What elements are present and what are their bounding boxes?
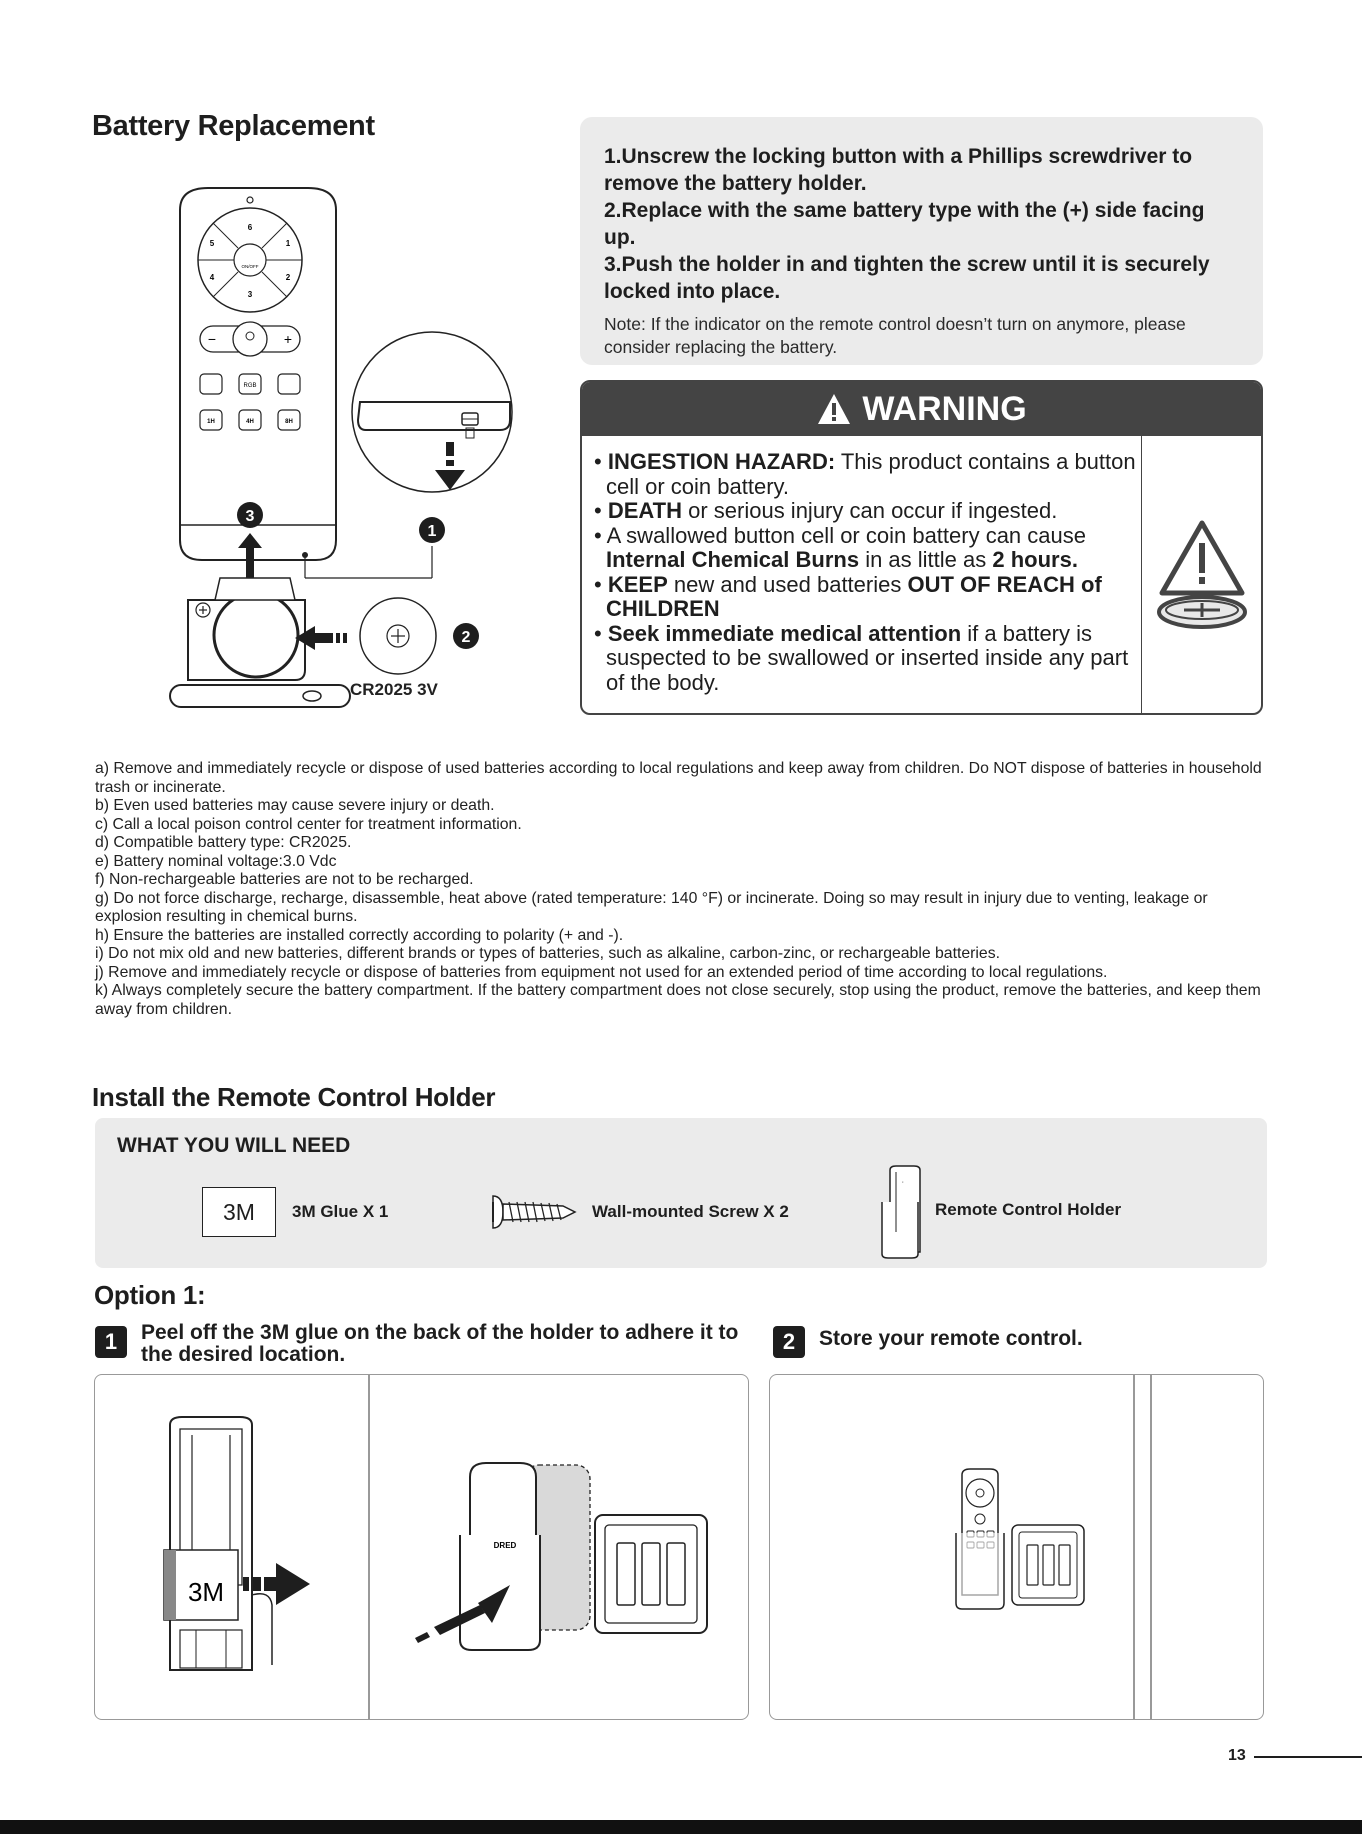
- rule-j: j) Remove and immediately recycle or dispose of batteries from equipment not used for an extended period of time according to local regulations.: [95, 963, 1108, 981]
- callout-2: 2: [461, 629, 471, 646]
- 3m-glue-label: 3M Glue X 1: [292, 1202, 389, 1221]
- remote-btn-4: 4: [209, 273, 215, 282]
- callout-1: 1: [427, 523, 437, 540]
- rule-d: d) Compatible battery type: CR2025.: [95, 834, 352, 851]
- remote-btn-rgb: RGB: [243, 383, 257, 389]
- warning-box: [580, 380, 1263, 715]
- holder-back-3m-illustration: [150, 1415, 330, 1680]
- warning-item-death: • DEATH or serious injury can occur if ingested.: [594, 498, 1058, 523]
- remote-btn-5: 5: [209, 239, 215, 248]
- svg-text:·: ·: [902, 1180, 904, 1186]
- remote-btn-6: 6: [247, 223, 253, 232]
- warning-item-seek: • Seek immediate medical attention if a battery is suspected to be swallowed or inserted inside any part of the body.: [594, 620, 1129, 695]
- screw-label: Wall-mounted Screw X 2: [592, 1202, 789, 1221]
- 3m-glue-icon: 3M: [202, 1187, 276, 1237]
- coin-battery-hazard-icon: [1156, 519, 1248, 631]
- callout-3: 3: [245, 508, 255, 525]
- warning-list: [582, 436, 1142, 713]
- step-2-illustration-panel: [769, 1374, 1264, 1720]
- remote-btn-2: 2: [285, 273, 291, 282]
- remote-btn-8h: 8H: [285, 419, 293, 425]
- remote-btn-4h: 4H: [246, 419, 254, 425]
- holder-3m-label: 3M: [187, 1577, 225, 1607]
- rule-e: e) Battery nominal voltage:3.0 Vdc: [95, 852, 337, 870]
- bottom-edge-bar: [0, 1820, 1362, 1834]
- what-you-need-box: [95, 1118, 1267, 1268]
- install-holder-title: Install the Remote Control Holder: [92, 1082, 496, 1112]
- instruction-step-2: 2.Replace with the same battery type with the (+) side facing up.: [604, 199, 1205, 249]
- remote-btn-plus: +: [283, 331, 293, 347]
- option-1-title: Option 1:: [94, 1280, 206, 1310]
- remote-btn-3: 3: [247, 290, 253, 299]
- battery-type-label: CR2025 3V: [350, 680, 438, 699]
- rule-k: k) Always completely secure the battery compartment. If the battery compartment does not close securely, stop using the product, remove the batteries, and keep them away from children.: [95, 982, 1261, 1018]
- warning-item-burns: • A swallowed button cell or coin battery can cause Internal Chemical Burns in as little as 2 hours.: [594, 522, 1086, 572]
- instruction-step-3: 3.Push the holder in and tighten the screw until it is securely locked into place.: [604, 253, 1210, 303]
- warning-header: [582, 382, 1261, 436]
- battery-instructions-box: [580, 117, 1263, 365]
- screw-icon: [489, 1192, 581, 1232]
- instruction-step-1: 1.Unscrew the locking button with a Phillips screwdriver to remove the battery holder.: [604, 145, 1193, 195]
- battery-note: Note: If the indicator on the remote control doesn’t turn on anymore, please consider replacing the battery.: [604, 314, 1186, 357]
- remote-holder-label: Remote Control Holder: [935, 1200, 1122, 1219]
- rule-a: a) Remove and immediately recycle or dispose of used batteries according to local regulations and keep away from children. Do NOT dispose of batteries in household trash or incinerate.: [95, 760, 1262, 796]
- rule-f: f) Non-rechargeable batteries are not to be recharged.: [95, 871, 474, 888]
- warning-side-panel: [1142, 436, 1261, 713]
- warning-item-keep: • KEEP new and used batteries OUT OF REACH of CHILDREN: [594, 571, 1102, 621]
- rule-b: b) Even used batteries may cause severe injury or death.: [95, 797, 495, 814]
- battery-replacement-illustration: [150, 180, 550, 725]
- battery-safety-rules: [95, 760, 1275, 1019]
- battery-replacement-title: Battery Replacement: [92, 110, 375, 142]
- rule-i: i) Do not mix old and new batteries, different brands or types of batteries, such as alkaline, carbon-zinc, or rechargeable batteries.: [95, 945, 1000, 962]
- holder-wall-mount-illustration: [410, 1455, 730, 1655]
- holder-brand-label: DRED: [493, 1541, 517, 1550]
- page-number-rule: [1254, 1756, 1362, 1758]
- warning-title: WARNING: [862, 389, 1027, 428]
- step-1-text: Peel off the 3M glue on the back of the holder to adhere it to the desired location.: [141, 1321, 739, 1366]
- remote-btn-onoff: ON/OFF: [241, 264, 259, 269]
- rule-c: c) Call a local poison control center for treatment information.: [95, 815, 522, 833]
- step-2-text: Store your remote control.: [819, 1327, 1083, 1350]
- page-number: 13: [1228, 1747, 1246, 1764]
- rule-g: g) Do not force discharge, recharge, disassemble, heat above (rated temperature: 140 °F) or incinerate. Doing so may result in injury due to venting, leakage or explosion resulting in chemical burns.: [95, 889, 1208, 925]
- step-2-badge: 2: [773, 1326, 805, 1358]
- step-1-badge: 1: [95, 1326, 127, 1358]
- remote-btn-minus: −: [207, 331, 217, 347]
- warning-item-ingestion: • INGESTION HAZARD: This product contains a button cell or coin battery.: [594, 449, 1136, 499]
- remote-holder-icon: [878, 1162, 928, 1262]
- warning-triangle-icon: [816, 392, 852, 426]
- what-you-need-title: WHAT YOU WILL NEED: [117, 1134, 351, 1157]
- remote-in-holder-illustration: [950, 1465, 1090, 1625]
- step-1-illustration-panel: [94, 1374, 749, 1720]
- rule-h: h) Ensure the batteries are installed correctly according to polarity (+ and -).: [95, 926, 624, 944]
- remote-btn-1: 1: [285, 239, 291, 248]
- remote-btn-1h: 1H: [207, 419, 215, 425]
